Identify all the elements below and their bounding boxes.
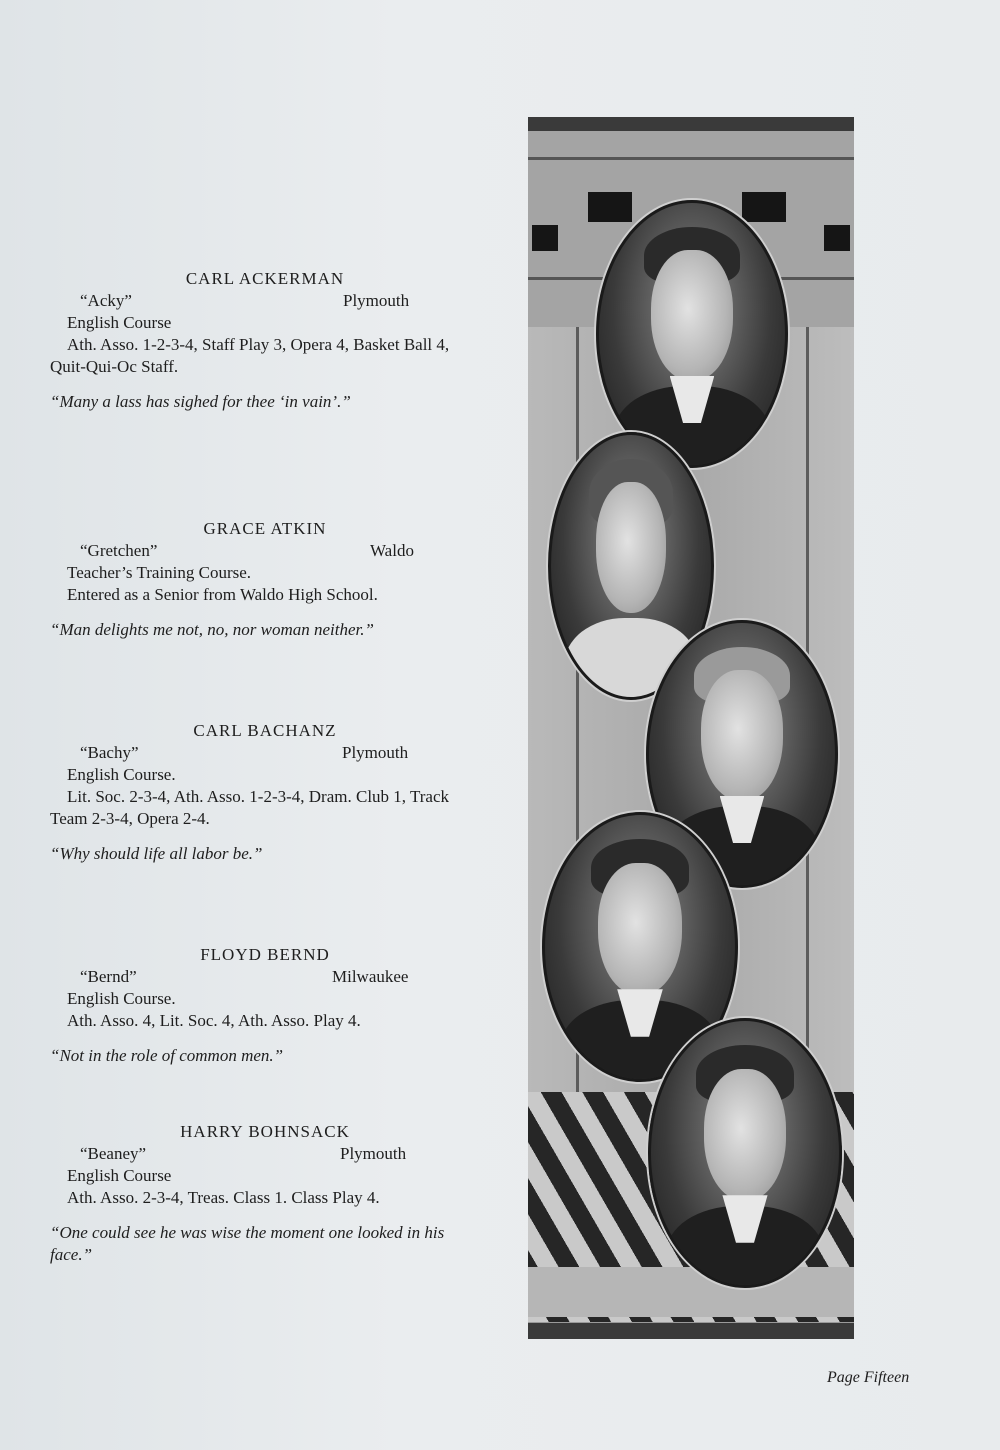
nickname-row — [50, 540, 480, 562]
student-hometown: Plymouth — [342, 743, 409, 762]
portrait-face — [701, 670, 783, 801]
student-entry — [50, 268, 480, 413]
portrait-photo — [596, 200, 788, 468]
nickname-row — [50, 966, 480, 988]
student-activities: Ath. Asso. 1-2-3-4, Staff Play 3, Opera 4, Basket Ball 4, Quit-Qui-Oc Staff. — [50, 335, 450, 376]
student-quote: “Man delights me not, no, nor woman neither.” — [50, 620, 374, 639]
portrait-face — [651, 250, 733, 381]
student-entry — [50, 1121, 480, 1266]
student-nickname: “Beaney” — [80, 1144, 147, 1163]
student-hometown: Waldo — [370, 541, 414, 560]
student-nickname: “Bachy” — [80, 743, 139, 762]
nickname-row — [50, 290, 480, 312]
frieze-block — [532, 225, 558, 251]
student-course: English Course. — [67, 765, 176, 784]
student-entry — [50, 944, 480, 1067]
frieze-block — [588, 192, 632, 222]
student-course: English Course — [67, 1166, 172, 1185]
student-name: HARRY BOHNSACK — [180, 1122, 350, 1141]
student-nickname: “Gretchen” — [80, 541, 158, 560]
student-quote: “One could see he was wise the moment one looked in his face.” — [50, 1223, 445, 1264]
student-name: CARL ACKERMAN — [185, 269, 345, 288]
student-hometown: Plymouth — [340, 1144, 407, 1163]
nickname-row — [50, 742, 480, 764]
student-name: CARL BACHANZ — [193, 721, 337, 740]
student-activities: Entered as a Senior from Waldo High School. — [67, 585, 378, 604]
page-number: Page Fifteen — [827, 1369, 910, 1386]
student-nickname: “Bernd” — [80, 967, 137, 986]
frieze-block — [824, 225, 850, 251]
frieze-block — [742, 192, 786, 222]
portrait-face — [598, 863, 682, 995]
student-activities: Ath. Asso. 4, Lit. Soc. 4, Ath. Asso. Play 4. — [67, 1011, 361, 1030]
student-quote: “Not in the role of common men.” — [50, 1046, 284, 1065]
nickname-row — [50, 1143, 480, 1165]
portrait-photo — [648, 1018, 842, 1288]
student-name: FLOYD BERND — [200, 945, 330, 964]
student-hometown: Plymouth — [343, 291, 410, 310]
student-entry — [50, 518, 480, 641]
student-course: English Course. — [67, 989, 176, 1008]
portrait-face — [704, 1069, 787, 1201]
student-activities: Lit. Soc. 2-3-4, Ath. Asso. 1-2-3-4, Dram. Club 1, Track Team 2-3-4, Opera 2-4. — [50, 787, 450, 828]
student-quote: “Why should life all labor be.” — [50, 844, 263, 863]
panel-rule — [528, 157, 854, 160]
panel-top-border — [528, 117, 854, 131]
student-quote: “Many a lass has sighed for thee ‘in vain’.” — [50, 392, 351, 411]
student-entry — [50, 720, 480, 865]
student-course: English Course — [67, 313, 172, 332]
student-name: GRACE ATKIN — [203, 519, 327, 538]
student-hometown: Milwaukee — [332, 967, 409, 986]
portrait-face — [596, 482, 666, 613]
panel-bottom-border — [528, 1323, 854, 1339]
student-nickname: “Acky” — [80, 291, 132, 310]
student-activities: Ath. Asso. 2-3-4, Treas. Class 1. Class Play 4. — [67, 1188, 380, 1207]
student-course: Teacher’s Training Course. — [67, 563, 252, 582]
